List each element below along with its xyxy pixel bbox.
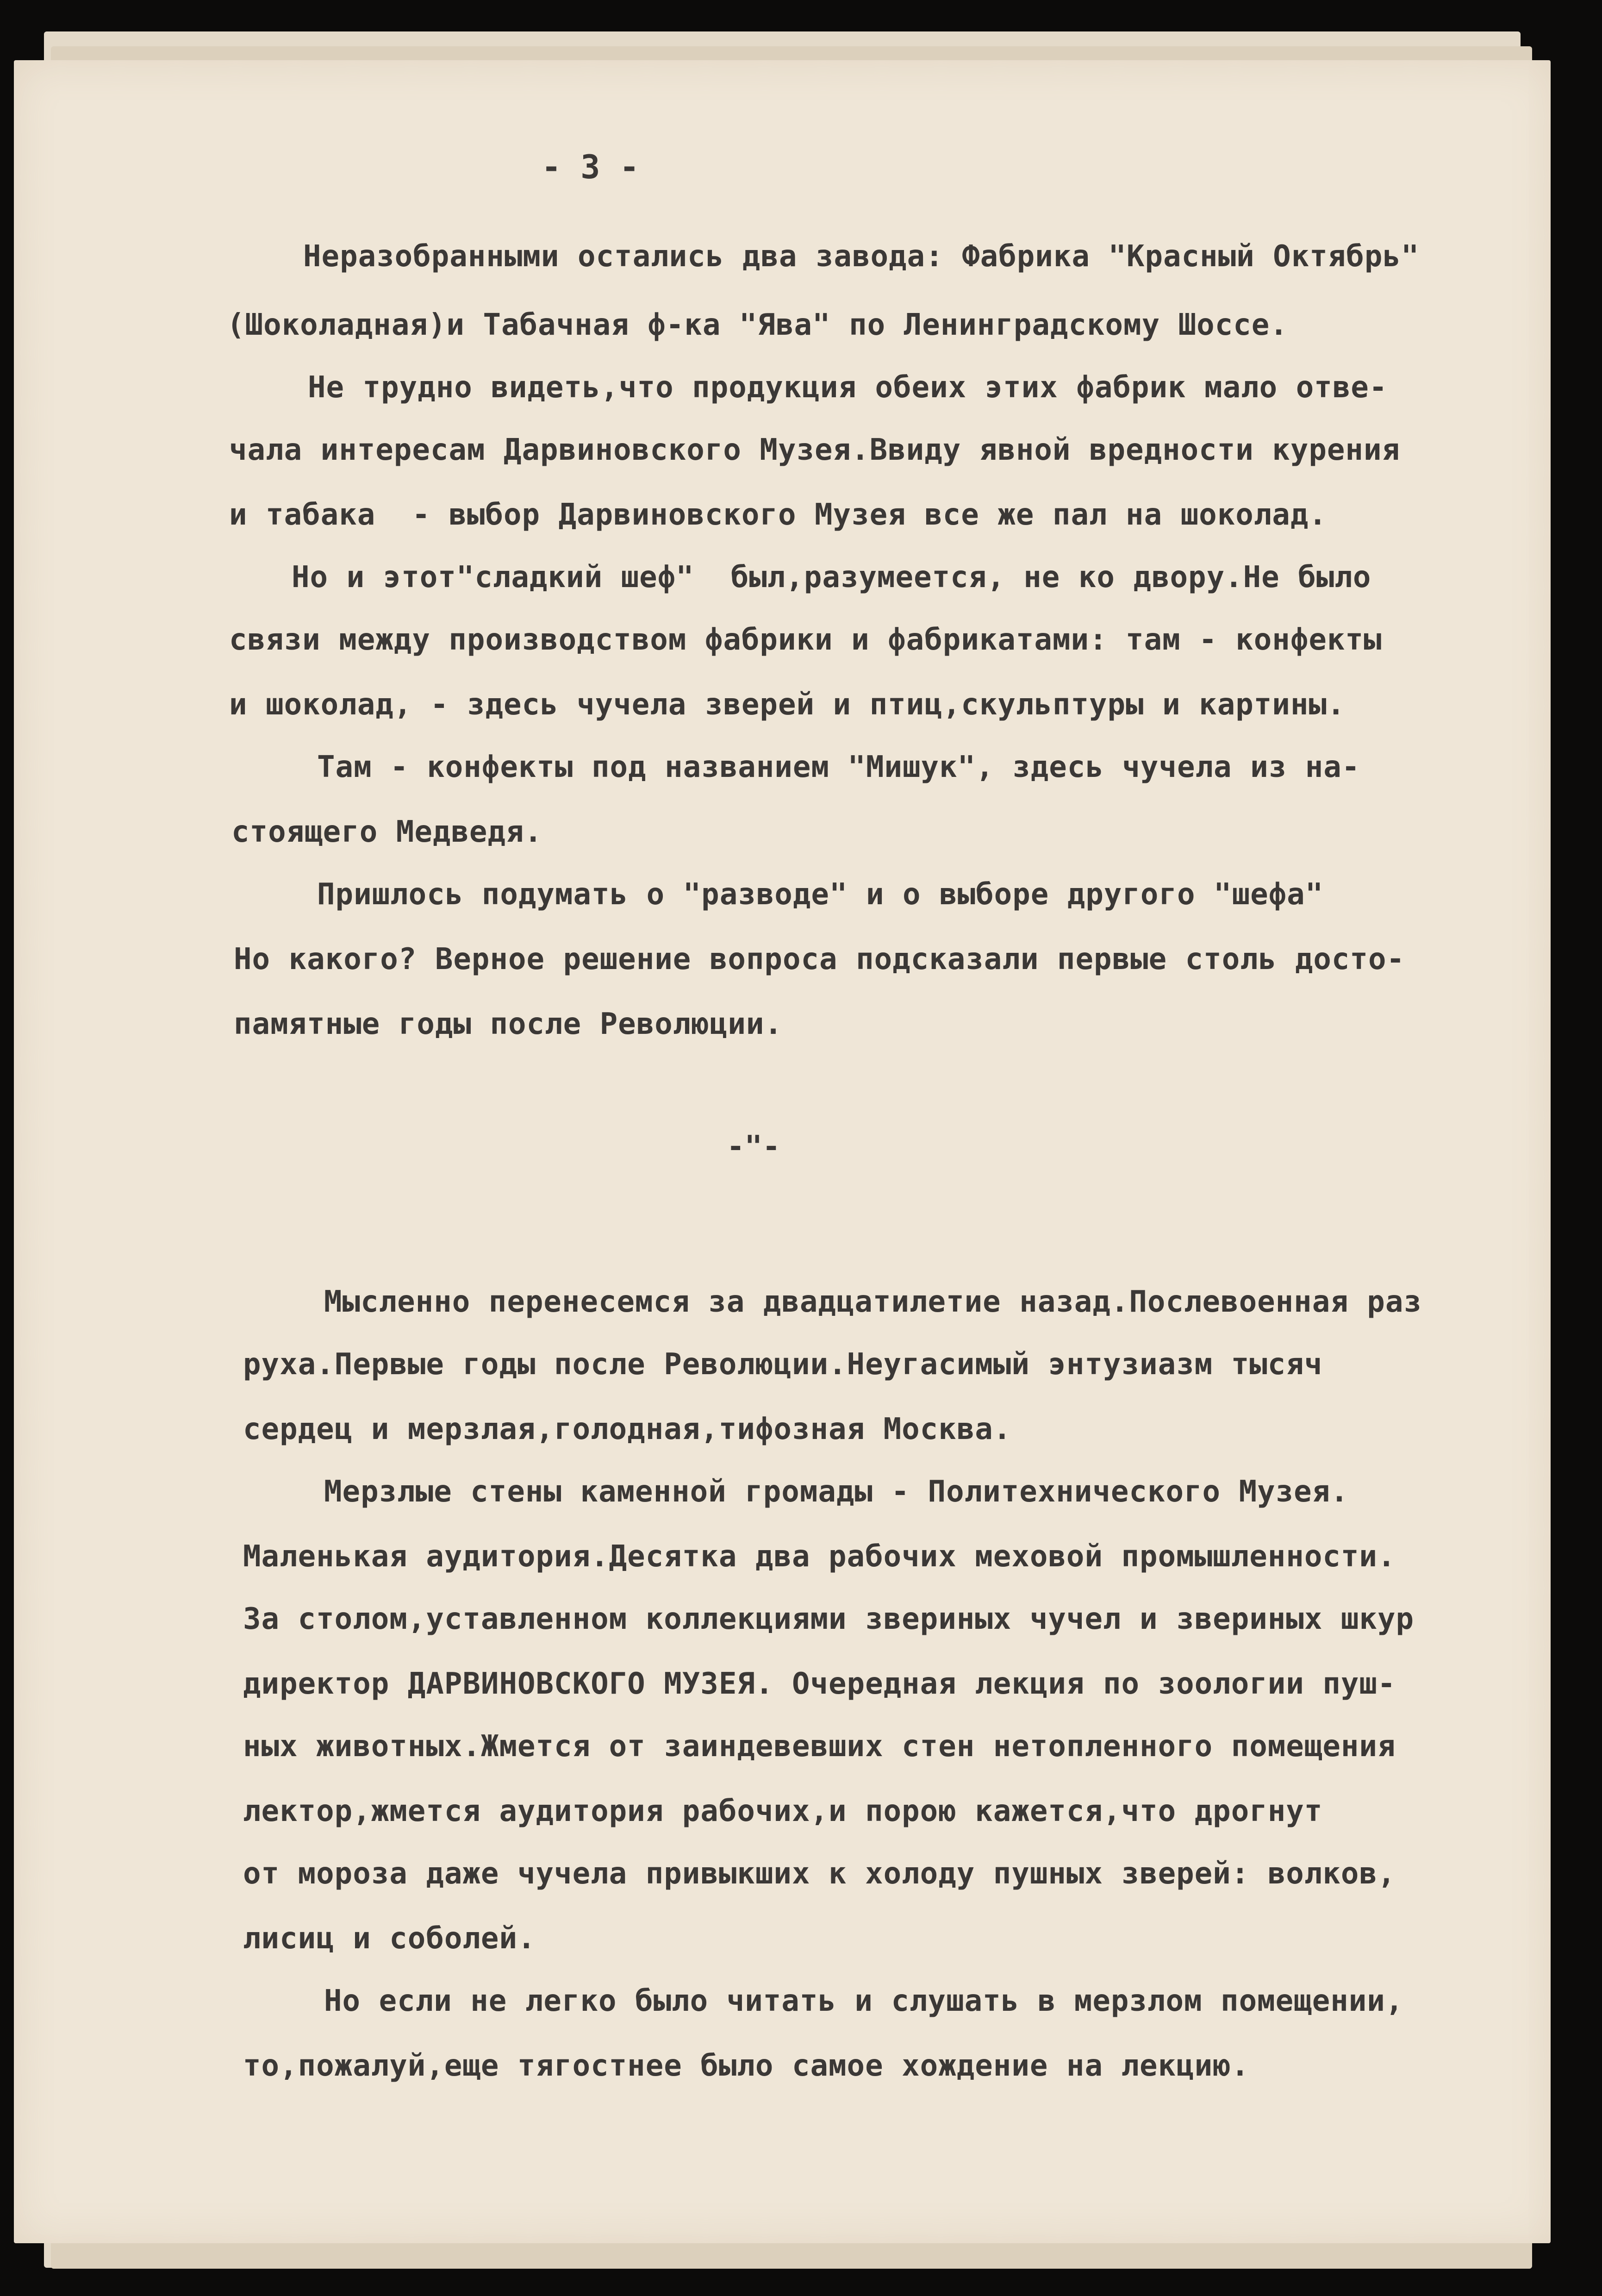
text-line: Маленькая аудитория.Десятка два рабочих меховой промышленности.	[243, 1539, 1396, 1574]
text-line: директор ДАРВИНОВСКОГО МУЗЕЯ. Очередная лекция по зоологии пуш-	[243, 1667, 1396, 1701]
page-number: - 3 -	[542, 148, 639, 186]
text-line: Но какого? Верное решение вопроса подсказали первые столь досто-	[234, 942, 1405, 976]
text-line: Мысленно перенесемся за двадцатилетие назад.Послевоенная раз	[324, 1285, 1422, 1319]
text-line: и шоколад, - здесь чучела зверей и птиц,скульптуры и картины.	[229, 688, 1346, 722]
text-line: ных животных.Жмется от заиндевевших стен нетопленного помещения	[243, 1729, 1396, 1764]
text-line: лисиц и соболей.	[243, 1921, 536, 1956]
text-line: памятные годы после Революции.	[234, 1007, 783, 1041]
text-line: чала интересам Дарвиновского Музея.Ввиду явной вредности курения	[229, 433, 1400, 467]
text-line: За столом,уставленном коллекциями звериных чучел и звериных шкур	[243, 1602, 1414, 1636]
text-line: связи между производством фабрики и фабрикатами: там - конфекты	[229, 623, 1382, 657]
text-line: Пришлось подумать о "разводе" и о выборе другого "шефа"	[317, 877, 1324, 912]
text-line: и табака - выбор Дарвиновского Музея все же пал на шоколад.	[229, 498, 1327, 532]
text-line: лектор,жмется аудитория рабочих,и порою кажется,что дрогнут	[243, 1794, 1323, 1828]
text-line: Не трудно видеть,что продукция обеих этих фабрик мало отве-	[308, 370, 1388, 405]
text-line: Но если не легко было читать и слушать в мерзлом помещении,	[324, 1984, 1404, 2018]
text-line: то,пожалуй,еще тягостнее было самое хождение на лекцию.	[243, 2049, 1250, 2083]
text-line: Но и этот"сладкий шеф" был,разумеется, не ко двору.Не было	[292, 560, 1371, 594]
text-line: сердец и мерзлая,голодная,тифозная Москва.	[243, 1412, 1012, 1446]
text-line: Мерзлые стены каменной громады - Политехнического Музея.	[324, 1475, 1349, 1509]
text-line: (Шоколадная)и Табачная ф-ка "Ява" по Ленинградскому Шоссе.	[227, 308, 1288, 342]
text-line: стоящего Медведя.	[231, 815, 543, 849]
text-line: от мороза даже чучела привыкших к холоду пушных зверей: волков,	[243, 1857, 1396, 1891]
text-line: Там - конфекты под названием "Мишук", здесь чучела из на-	[317, 750, 1360, 784]
section-separator: -"-	[727, 1130, 780, 1164]
text-line: Неразобранными остались два завода: Фабрика "Красный Октябрь"	[303, 239, 1420, 274]
text-line: руха.Первые годы после Революции.Неугасимый энтузиазм тысяч	[243, 1347, 1323, 1382]
